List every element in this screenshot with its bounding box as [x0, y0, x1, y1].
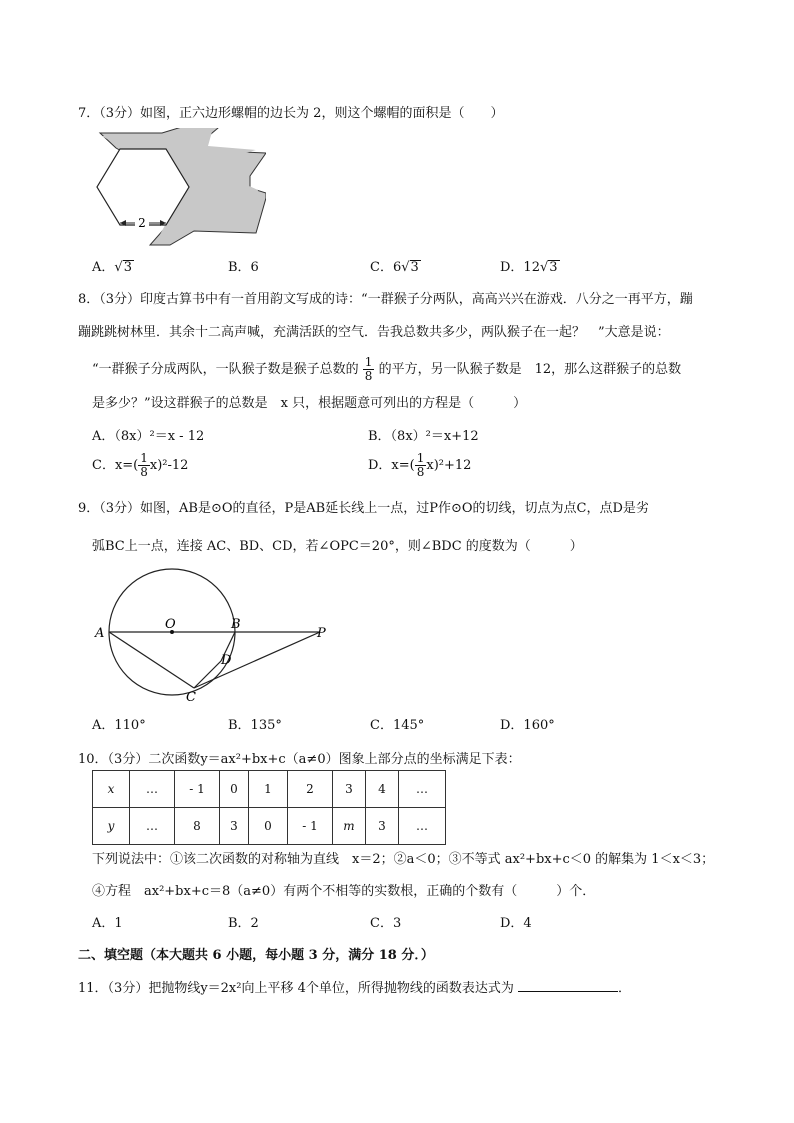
svg-text:D: D: [221, 653, 232, 668]
q8-line-3: “一群猴子分成两队，一队猴子数是猴子总数的 $\frac{1}{8}$ 的平方，另一队猴子数是 12，那么这群猴子的总数: [92, 355, 682, 383]
hex-nut-figure: [90, 128, 266, 246]
circle-tangent-figure: [90, 560, 340, 705]
q10-option-d[interactable]: D．4: [500, 916, 532, 931]
svg-text:C: C: [186, 690, 196, 705]
table-row: x … - 1 0 1 2 3 4 …: [93, 771, 446, 808]
q9-line-2: 弧BC上一点，连接 AC、BD、CD，若∠OPC＝20°，则∠BDC 的度数为（ ）: [92, 539, 583, 554]
line-ac: [109, 632, 194, 688]
q9-option-d[interactable]: D．160°: [500, 718, 555, 733]
q11-stem: 11．（3分）把抛物线y＝2x²向上平移 4个单位，所得抛物线的函数表达式为 ．: [78, 981, 632, 996]
q9-option-b[interactable]: B．135°: [228, 718, 282, 733]
fraction-one-eighth: $\frac{1}{8}$: [364, 355, 373, 383]
svg-text:P: P: [317, 626, 326, 641]
q8-option-b[interactable]: B．（8x）²＝x+12: [368, 429, 479, 444]
table-row: y … 8 3 0 - 1 m 3 …: [93, 808, 446, 845]
q8-option-c[interactable]: C．x=( $\frac{1}{8}$ x)²-12: [92, 451, 189, 479]
side-length-label: 2: [138, 216, 146, 230]
q10-statements-2: ④方程 ax²+bx+c＝8（a≠0）有两个不相等的实数根，正确的个数有（ ）个．: [92, 884, 596, 899]
svg-text:B: B: [231, 617, 241, 632]
q9-option-a[interactable]: A．110°: [92, 718, 146, 733]
q7-option-a[interactable]: A．√3: [92, 260, 132, 275]
values-table: [92, 770, 446, 845]
tangent-pc: [194, 632, 320, 688]
svg-text:A: A: [95, 626, 105, 641]
q10-option-a[interactable]: A．1: [92, 916, 123, 931]
q10-stem: 10．（3分）二次函数y＝ax²+bx+c（a≠0）图象上部分点的坐标满足下表：: [78, 752, 521, 767]
answer-blank[interactable]: [518, 979, 618, 992]
q10-option-c[interactable]: C．3: [370, 916, 402, 931]
q8-line-2: 蹦跳跳树林里．其余十二高声喊，充满活跃的空气．告我总数共多少，两队猴子在一起？ ”大意是说：: [78, 325, 670, 340]
q10-option-b[interactable]: B．2: [228, 916, 259, 931]
q8-line-1: 8．（3分）印度古算书中有一首用韵文写成的诗：“一群猴子分两队，高高兴兴在游戏．八分之一再平方，蹦: [78, 292, 693, 307]
q9-option-c[interactable]: C．145°: [370, 718, 425, 733]
q10-statements-1: 下列说法中：①该二次函数的对称轴为直线 x＝2；②a＜0；③不等式 ax²+bx+c＜0 的解集为 1＜x＜3；: [92, 852, 715, 867]
q8-option-d[interactable]: D．x=( $\frac{1}{8}$ x)²+12: [368, 451, 472, 479]
q8-option-a[interactable]: A．（8x）²＝x - 12: [92, 429, 205, 444]
q7-option-d[interactable]: D．12√3: [500, 260, 558, 275]
q8-line-4: 是多少？”设这群猴子的总数是 x 只，根据题意可列出的方程是（ ）: [92, 396, 527, 411]
q7-stem: 7．（3分）如图，正六边形螺帽的边长为 2，则这个螺帽的面积是（ ）: [78, 106, 504, 121]
q9-line-1: 9．（3分）如图，AB是⊙O的直径，P是AB延长线上一点，过P作⊙O的切线，切点为点C，点D是劣: [78, 501, 649, 516]
svg-text:O: O: [165, 617, 176, 632]
q7-option-c[interactable]: C．6√3: [370, 260, 419, 275]
section-title: 二、填空题（本大题共 6 小题，每小题 3 分，满分 18 分．）: [78, 948, 434, 963]
q7-option-b[interactable]: B．6: [228, 260, 259, 275]
